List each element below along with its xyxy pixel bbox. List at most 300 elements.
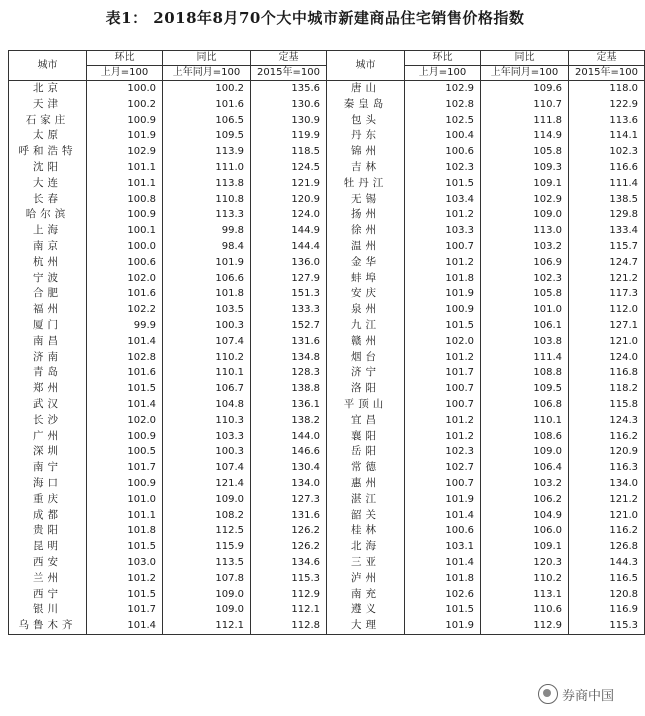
yoy-value-right: 103.8 [481, 334, 569, 350]
watermark-text: 券商中国 [561, 688, 614, 704]
mom-value-left: 101.7 [87, 460, 163, 476]
fixed-value-left: 151.3 [251, 286, 327, 302]
table-row [9, 97, 645, 113]
table-row [9, 255, 645, 271]
fixed-value-right: 138.5 [569, 192, 645, 208]
fixed-value-right: 124.3 [569, 413, 645, 429]
mom-value-left: 100.0 [87, 81, 163, 97]
city-name-left: 重庆 [9, 492, 87, 508]
yoy-value-right: 105.8 [481, 144, 569, 160]
city-name-left: 杭州 [9, 255, 87, 271]
table-row [9, 381, 645, 397]
mom-value-left: 101.1 [87, 160, 163, 176]
yoy-value-left: 113.9 [163, 144, 251, 160]
mom-value-right: 102.7 [405, 460, 481, 476]
mom-value-right: 100.6 [405, 144, 481, 160]
fixed-value-left: 146.6 [251, 444, 327, 460]
yoy-value-right: 106.2 [481, 492, 569, 508]
table-row [9, 539, 645, 555]
yoy-value-right: 106.1 [481, 318, 569, 334]
page-title: 表1： 2018年8月70个大中城市新建商品住宅销售价格指数 [105, 9, 525, 27]
fixed-value-right: 121.0 [569, 508, 645, 524]
fixed-value-right: 113.6 [569, 113, 645, 129]
fixed-value-left: 127.9 [251, 271, 327, 287]
city-name-left: 宁波 [9, 271, 87, 287]
yoy-value-right: 111.8 [481, 113, 569, 129]
city-name-left: 呼和浩特 [9, 144, 87, 160]
yoy-value-right: 103.2 [481, 239, 569, 255]
yoy-value-left: 112.1 [163, 618, 251, 634]
fixed-value-right: 121.0 [569, 334, 645, 350]
table-row [9, 429, 645, 445]
mom-value-right: 100.4 [405, 128, 481, 144]
city-name-right: 济宁 [327, 365, 405, 381]
header-mom-base-left: 上月=100 [87, 66, 163, 81]
yoy-value-right: 114.9 [481, 128, 569, 144]
yoy-value-left: 110.1 [163, 365, 251, 381]
yoy-value-right: 106.9 [481, 255, 569, 271]
mom-value-right: 101.5 [405, 176, 481, 192]
mom-value-left: 100.0 [87, 239, 163, 255]
mom-value-right: 100.6 [405, 523, 481, 539]
city-name-right: 桂林 [327, 523, 405, 539]
city-name-left: 西安 [9, 555, 87, 571]
watermark [534, 682, 618, 706]
mom-value-right: 101.9 [405, 618, 481, 634]
mom-value-right: 100.7 [405, 239, 481, 255]
price-index-table [8, 50, 645, 635]
fixed-value-right: 112.0 [569, 302, 645, 318]
city-name-right: 九江 [327, 318, 405, 334]
fixed-value-right: 129.8 [569, 207, 645, 223]
fixed-value-right: 117.3 [569, 286, 645, 302]
yoy-value-left: 101.6 [163, 97, 251, 113]
header-city-left: 城市 [9, 51, 87, 81]
mom-value-right: 102.0 [405, 334, 481, 350]
table-row [9, 302, 645, 318]
yoy-value-left: 110.3 [163, 413, 251, 429]
yoy-value-left: 100.2 [163, 81, 251, 97]
mom-value-left: 101.1 [87, 176, 163, 192]
table-row [9, 334, 645, 350]
fixed-value-right: 127.1 [569, 318, 645, 334]
mom-value-right: 101.4 [405, 508, 481, 524]
table-row [9, 587, 645, 603]
mom-value-left: 101.5 [87, 587, 163, 603]
city-name-left: 济南 [9, 350, 87, 366]
fixed-value-left: 134.6 [251, 555, 327, 571]
fixed-value-right: 126.8 [569, 539, 645, 555]
city-name-right: 秦皇岛 [327, 97, 405, 113]
city-name-right: 锦州 [327, 144, 405, 160]
table-row [9, 476, 645, 492]
yoy-value-right: 108.8 [481, 365, 569, 381]
city-name-left: 上海 [9, 223, 87, 239]
wechat-account-icon [538, 684, 558, 704]
fixed-value-left: 112.8 [251, 618, 327, 634]
fixed-value-right: 124.0 [569, 350, 645, 366]
fixed-value-left: 130.9 [251, 113, 327, 129]
table-row [9, 286, 645, 302]
yoy-value-left: 103.3 [163, 429, 251, 445]
mom-value-right: 100.7 [405, 381, 481, 397]
yoy-value-left: 113.8 [163, 176, 251, 192]
mom-value-left: 102.9 [87, 144, 163, 160]
fixed-value-left: 134.8 [251, 350, 327, 366]
city-name-right: 大理 [327, 618, 405, 634]
mom-value-left: 100.9 [87, 207, 163, 223]
fixed-value-right: 116.2 [569, 429, 645, 445]
yoy-value-right: 106.4 [481, 460, 569, 476]
city-name-right: 唐山 [327, 81, 405, 97]
table-row [9, 413, 645, 429]
yoy-value-left: 98.4 [163, 239, 251, 255]
mom-value-left: 100.9 [87, 476, 163, 492]
fixed-value-left: 127.3 [251, 492, 327, 508]
fixed-value-left: 118.5 [251, 144, 327, 160]
table-body [9, 81, 645, 635]
mom-value-left: 100.8 [87, 192, 163, 208]
yoy-value-left: 101.9 [163, 255, 251, 271]
yoy-value-right: 110.6 [481, 602, 569, 618]
fixed-value-right: 133.4 [569, 223, 645, 239]
fixed-value-left: 138.2 [251, 413, 327, 429]
fixed-value-right: 102.3 [569, 144, 645, 160]
city-name-right: 惠州 [327, 476, 405, 492]
fixed-value-right: 111.4 [569, 176, 645, 192]
fixed-value-left: 131.6 [251, 508, 327, 524]
table-row [9, 160, 645, 176]
fixed-value-left: 115.3 [251, 571, 327, 587]
mom-value-right: 100.7 [405, 476, 481, 492]
fixed-value-left: 144.9 [251, 223, 327, 239]
header-fixed-base-right: 2015年=100 [569, 66, 645, 81]
fixed-value-left: 144.4 [251, 239, 327, 255]
city-name-left: 长春 [9, 192, 87, 208]
yoy-value-right: 102.9 [481, 192, 569, 208]
fixed-value-right: 122.9 [569, 97, 645, 113]
fixed-value-right: 116.8 [569, 365, 645, 381]
fixed-value-right: 116.5 [569, 571, 645, 587]
fixed-value-left: 124.5 [251, 160, 327, 176]
fixed-value-right: 116.6 [569, 160, 645, 176]
mom-value-left: 101.4 [87, 334, 163, 350]
mom-value-left: 100.2 [87, 97, 163, 113]
city-name-right: 吉林 [327, 160, 405, 176]
mom-value-left: 102.2 [87, 302, 163, 318]
city-name-left: 昆明 [9, 539, 87, 555]
yoy-value-left: 107.4 [163, 334, 251, 350]
city-name-right: 丹东 [327, 128, 405, 144]
table-row [9, 113, 645, 129]
yoy-value-right: 106.0 [481, 523, 569, 539]
fixed-value-right: 114.1 [569, 128, 645, 144]
mom-value-right: 101.2 [405, 350, 481, 366]
yoy-value-left: 109.5 [163, 128, 251, 144]
table-row [9, 350, 645, 366]
mom-value-left: 100.6 [87, 255, 163, 271]
mom-value-right: 102.8 [405, 97, 481, 113]
fixed-value-right: 124.7 [569, 255, 645, 271]
header-fixed-right: 定基 [569, 51, 645, 66]
city-name-right: 牡丹江 [327, 176, 405, 192]
mom-value-left: 100.9 [87, 113, 163, 129]
city-name-right: 扬州 [327, 207, 405, 223]
mom-value-left: 100.1 [87, 223, 163, 239]
city-name-left: 合肥 [9, 286, 87, 302]
yoy-value-left: 107.4 [163, 460, 251, 476]
city-name-left: 贵阳 [9, 523, 87, 539]
city-name-right: 无锡 [327, 192, 405, 208]
mom-value-left: 101.4 [87, 397, 163, 413]
yoy-value-left: 111.0 [163, 160, 251, 176]
city-name-left: 海口 [9, 476, 87, 492]
city-name-left: 郑州 [9, 381, 87, 397]
yoy-value-right: 109.6 [481, 81, 569, 97]
mom-value-left: 102.8 [87, 350, 163, 366]
yoy-value-left: 100.3 [163, 318, 251, 334]
city-name-left: 深圳 [9, 444, 87, 460]
mom-value-left: 101.5 [87, 381, 163, 397]
table-row [9, 460, 645, 476]
fixed-value-right: 116.2 [569, 523, 645, 539]
mom-value-left: 101.6 [87, 365, 163, 381]
header-yoy-right: 同比 [481, 51, 569, 66]
mom-value-right: 101.4 [405, 555, 481, 571]
table-row [9, 444, 645, 460]
header-mom-base-right: 上月=100 [405, 66, 481, 81]
fixed-value-left: 135.6 [251, 81, 327, 97]
table-row [9, 144, 645, 160]
mom-value-right: 101.9 [405, 286, 481, 302]
yoy-value-right: 110.2 [481, 571, 569, 587]
mom-value-left: 102.0 [87, 271, 163, 287]
mom-value-right: 102.3 [405, 160, 481, 176]
fixed-value-right: 116.9 [569, 602, 645, 618]
city-name-right: 金华 [327, 255, 405, 271]
yoy-value-right: 104.9 [481, 508, 569, 524]
yoy-value-left: 101.8 [163, 286, 251, 302]
mom-value-left: 102.0 [87, 413, 163, 429]
yoy-value-left: 106.5 [163, 113, 251, 129]
mom-value-left: 100.5 [87, 444, 163, 460]
yoy-value-right: 109.1 [481, 176, 569, 192]
yoy-value-left: 113.5 [163, 555, 251, 571]
fixed-value-left: 126.2 [251, 523, 327, 539]
yoy-value-left: 99.8 [163, 223, 251, 239]
fixed-value-right: 121.2 [569, 271, 645, 287]
yoy-value-right: 109.3 [481, 160, 569, 176]
city-name-left: 天津 [9, 97, 87, 113]
mom-value-left: 101.5 [87, 539, 163, 555]
mom-value-right: 102.5 [405, 113, 481, 129]
fixed-value-right: 134.0 [569, 476, 645, 492]
fixed-value-left: 138.8 [251, 381, 327, 397]
table-row [9, 81, 645, 97]
fixed-value-right: 115.7 [569, 239, 645, 255]
city-name-left: 南京 [9, 239, 87, 255]
yoy-value-right: 113.0 [481, 223, 569, 239]
yoy-value-left: 103.5 [163, 302, 251, 318]
mom-value-right: 101.5 [405, 318, 481, 334]
city-name-right: 南充 [327, 587, 405, 603]
mom-value-right: 100.7 [405, 397, 481, 413]
header-yoy-left: 同比 [163, 51, 251, 66]
yoy-value-left: 113.3 [163, 207, 251, 223]
header-yoy-base-right: 上年同月=100 [481, 66, 569, 81]
mom-value-left: 101.1 [87, 508, 163, 524]
city-name-right: 蚌埠 [327, 271, 405, 287]
yoy-value-left: 108.2 [163, 508, 251, 524]
header-fixed-base-left: 2015年=100 [251, 66, 327, 81]
mom-value-right: 101.8 [405, 571, 481, 587]
fixed-value-right: 118.0 [569, 81, 645, 97]
city-name-left: 成都 [9, 508, 87, 524]
mom-value-left: 101.0 [87, 492, 163, 508]
yoy-value-right: 109.0 [481, 207, 569, 223]
table-row [9, 602, 645, 618]
mom-value-right: 102.3 [405, 444, 481, 460]
city-name-right: 岳阳 [327, 444, 405, 460]
yoy-value-left: 104.8 [163, 397, 251, 413]
fixed-value-right: 115.8 [569, 397, 645, 413]
yoy-value-left: 100.3 [163, 444, 251, 460]
city-name-right: 三亚 [327, 555, 405, 571]
yoy-value-right: 113.1 [481, 587, 569, 603]
yoy-value-right: 102.3 [481, 271, 569, 287]
city-name-left: 福州 [9, 302, 87, 318]
fixed-value-left: 124.0 [251, 207, 327, 223]
city-name-left: 太原 [9, 128, 87, 144]
fixed-value-left: 126.2 [251, 539, 327, 555]
mom-value-right: 101.2 [405, 207, 481, 223]
yoy-value-left: 112.5 [163, 523, 251, 539]
city-name-right: 韶关 [327, 508, 405, 524]
fixed-value-left: 136.0 [251, 255, 327, 271]
header-mom-right: 环比 [405, 51, 481, 66]
table-row [9, 508, 645, 524]
yoy-value-right: 112.9 [481, 618, 569, 634]
yoy-value-left: 106.7 [163, 381, 251, 397]
table-row [9, 555, 645, 571]
header-mom-left: 环比 [87, 51, 163, 66]
mom-value-right: 101.8 [405, 271, 481, 287]
table-row [9, 239, 645, 255]
mom-value-right: 103.4 [405, 192, 481, 208]
fixed-value-right: 118.2 [569, 381, 645, 397]
table-row [9, 223, 645, 239]
yoy-value-right: 110.1 [481, 413, 569, 429]
table-row [9, 397, 645, 413]
fixed-value-left: 144.0 [251, 429, 327, 445]
fixed-value-right: 144.3 [569, 555, 645, 571]
table-row [9, 571, 645, 587]
city-name-right: 包头 [327, 113, 405, 129]
city-name-right: 赣州 [327, 334, 405, 350]
yoy-value-right: 103.2 [481, 476, 569, 492]
city-name-left: 青岛 [9, 365, 87, 381]
mom-value-left: 99.9 [87, 318, 163, 334]
city-name-left: 南宁 [9, 460, 87, 476]
city-name-left: 西宁 [9, 587, 87, 603]
yoy-value-left: 109.0 [163, 602, 251, 618]
fixed-value-left: 112.9 [251, 587, 327, 603]
city-name-right: 湛江 [327, 492, 405, 508]
yoy-value-right: 109.0 [481, 444, 569, 460]
fixed-value-left: 131.6 [251, 334, 327, 350]
yoy-value-left: 107.8 [163, 571, 251, 587]
city-name-right: 宜昌 [327, 413, 405, 429]
city-name-left: 石家庄 [9, 113, 87, 129]
mom-value-right: 101.2 [405, 413, 481, 429]
yoy-value-right: 110.7 [481, 97, 569, 113]
header-fixed-left: 定基 [251, 51, 327, 66]
city-name-left: 南昌 [9, 334, 87, 350]
mom-value-left: 101.9 [87, 128, 163, 144]
mom-value-left: 103.0 [87, 555, 163, 571]
city-name-left: 乌鲁木齐 [9, 618, 87, 634]
city-name-right: 北海 [327, 539, 405, 555]
fixed-value-right: 116.3 [569, 460, 645, 476]
city-name-right: 襄阳 [327, 429, 405, 445]
mom-value-right: 102.9 [405, 81, 481, 97]
city-name-left: 厦门 [9, 318, 87, 334]
city-name-right: 烟台 [327, 350, 405, 366]
city-name-left: 长沙 [9, 413, 87, 429]
table-row [9, 618, 645, 634]
fixed-value-left: 119.9 [251, 128, 327, 144]
city-name-right: 泉州 [327, 302, 405, 318]
yoy-value-right: 120.3 [481, 555, 569, 571]
mom-value-left: 100.9 [87, 429, 163, 445]
table-row [9, 207, 645, 223]
mom-value-left: 101.4 [87, 618, 163, 634]
fixed-value-right: 120.8 [569, 587, 645, 603]
fixed-value-left: 134.0 [251, 476, 327, 492]
city-name-left: 广州 [9, 429, 87, 445]
fixed-value-left: 133.3 [251, 302, 327, 318]
yoy-value-left: 115.9 [163, 539, 251, 555]
fixed-value-left: 130.6 [251, 97, 327, 113]
city-name-right: 温州 [327, 239, 405, 255]
yoy-value-left: 110.2 [163, 350, 251, 366]
yoy-value-right: 101.0 [481, 302, 569, 318]
mom-value-right: 102.6 [405, 587, 481, 603]
yoy-value-left: 109.0 [163, 587, 251, 603]
city-name-right: 洛阳 [327, 381, 405, 397]
city-name-left: 北京 [9, 81, 87, 97]
table-row [9, 365, 645, 381]
city-name-right: 遵义 [327, 602, 405, 618]
table-row [9, 176, 645, 192]
city-name-right: 常德 [327, 460, 405, 476]
table-row [9, 318, 645, 334]
city-name-left: 银川 [9, 602, 87, 618]
yoy-value-left: 110.8 [163, 192, 251, 208]
table-row [9, 492, 645, 508]
city-name-left: 兰州 [9, 571, 87, 587]
city-name-right: 安庆 [327, 286, 405, 302]
fixed-value-left: 120.9 [251, 192, 327, 208]
mom-value-right: 101.2 [405, 255, 481, 271]
header-city-right: 城市 [327, 51, 405, 81]
yoy-value-left: 121.4 [163, 476, 251, 492]
mom-value-right: 101.2 [405, 429, 481, 445]
yoy-value-right: 105.8 [481, 286, 569, 302]
city-name-left: 大连 [9, 176, 87, 192]
yoy-value-right: 106.8 [481, 397, 569, 413]
table-row [9, 128, 645, 144]
